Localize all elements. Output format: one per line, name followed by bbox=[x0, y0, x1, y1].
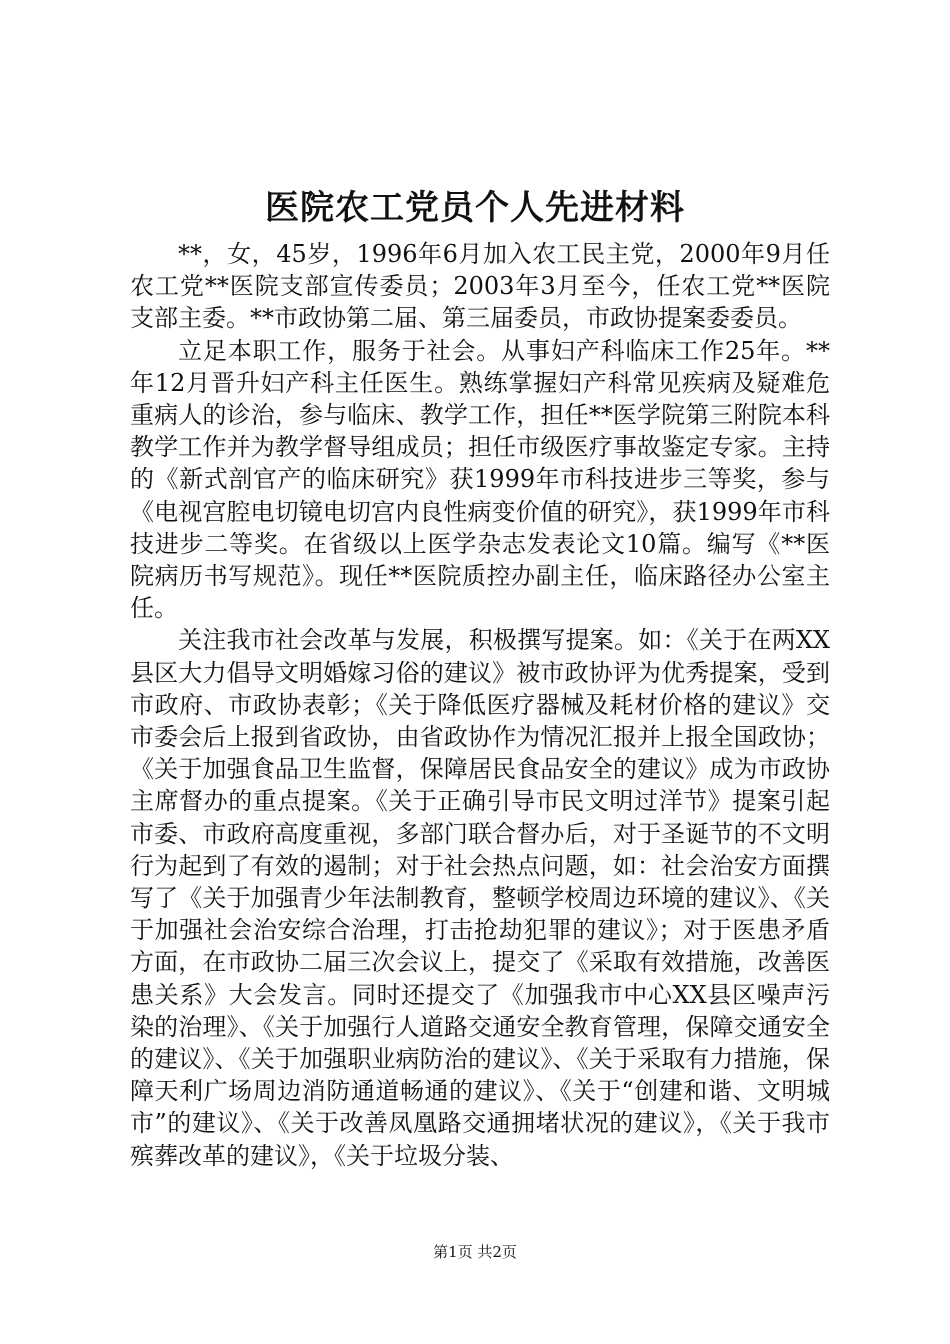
document-title: 医院农工党员个人先进材料 bbox=[265, 188, 685, 228]
document-body bbox=[130, 238, 830, 1172]
paragraph-work: 立足本职工作，服务于社会。从事妇产科临床工作25年。**年12月晋升妇产科主任医生。熟练掌握妇产科常见疾病及疑难危重病人的诊治，参与临床、教学工作，担任**医学院第三附院本科教学工作并为教学督导组成员；担任市级医疗事故鉴定专家。主持的《新式剖官产的临床研究》获1999年市科技进步三等奖，参与《电视宫腔电切镜电切宫内良性病变价值的研究》，获1999年市科技进步二等奖。在省级以上医学杂志发表论文10篇。编写《**医院病历书写规范》。现任**医院质控办副主任，临床路径办公室主任。 bbox=[130, 336, 830, 623]
page-number-footer: 第1页 共2页 bbox=[433, 1243, 517, 1261]
paragraph-intro: **，女，45岁，1996年6月加入农工民主党，2000年9月任农工党**医院支部宣传委员；2003年3月至今，任农工党**医院支部主委。**市政协第二届、第三届委员，市政协提案委委员。 bbox=[130, 240, 830, 333]
paragraph-proposals: 关注我市社会改革与发展，积极撰写提案。如：《关于在两XX县区大力倡导文明婚嫁习俗的建议》被市政协评为优秀提案，受到市政府、市政协表彰；《关于降低医疗器械及耗材价格的建议》交市委会后上报到省政协，由省政协作为情况汇报并上报全国政协；《关于加强食品卫生监督，保障居民食品安全的建议》成为市政协主席督办的重点提案。《关于正确引导市民文明过洋节》提案引起市委、市政府高度重视，多部门联合督办后，对于圣诞节的不文明行为起到了有效的遏制；对于社会热点问题，如：社会治安方面撰写了《关于加强青少年法制教育，整顿学校周边环境的建议》、《关于加强社会治安综合治理，打击抢劫犯罪的建议》；对于医患矛盾方面，在市政协二届三次会议上，提交了《采取有效措施，改善医患关系》大会发言。同时还提交了《加强我市中心XX县区噪声污染的治理》、《关于加强行人道路交通安全教育管理，保障交通安全的建议》、《关于加强职业病防治的建议》、《关于采取有力措施，保障天利广场周边消防通道畅通的建议》、《关于“创建和谐、文明城市”的建议》、《关于改善凤凰路交通拥堵状况的建议》，《关于我市殡葬改革的建议》，《关于垃圾分装、 bbox=[130, 626, 830, 1170]
